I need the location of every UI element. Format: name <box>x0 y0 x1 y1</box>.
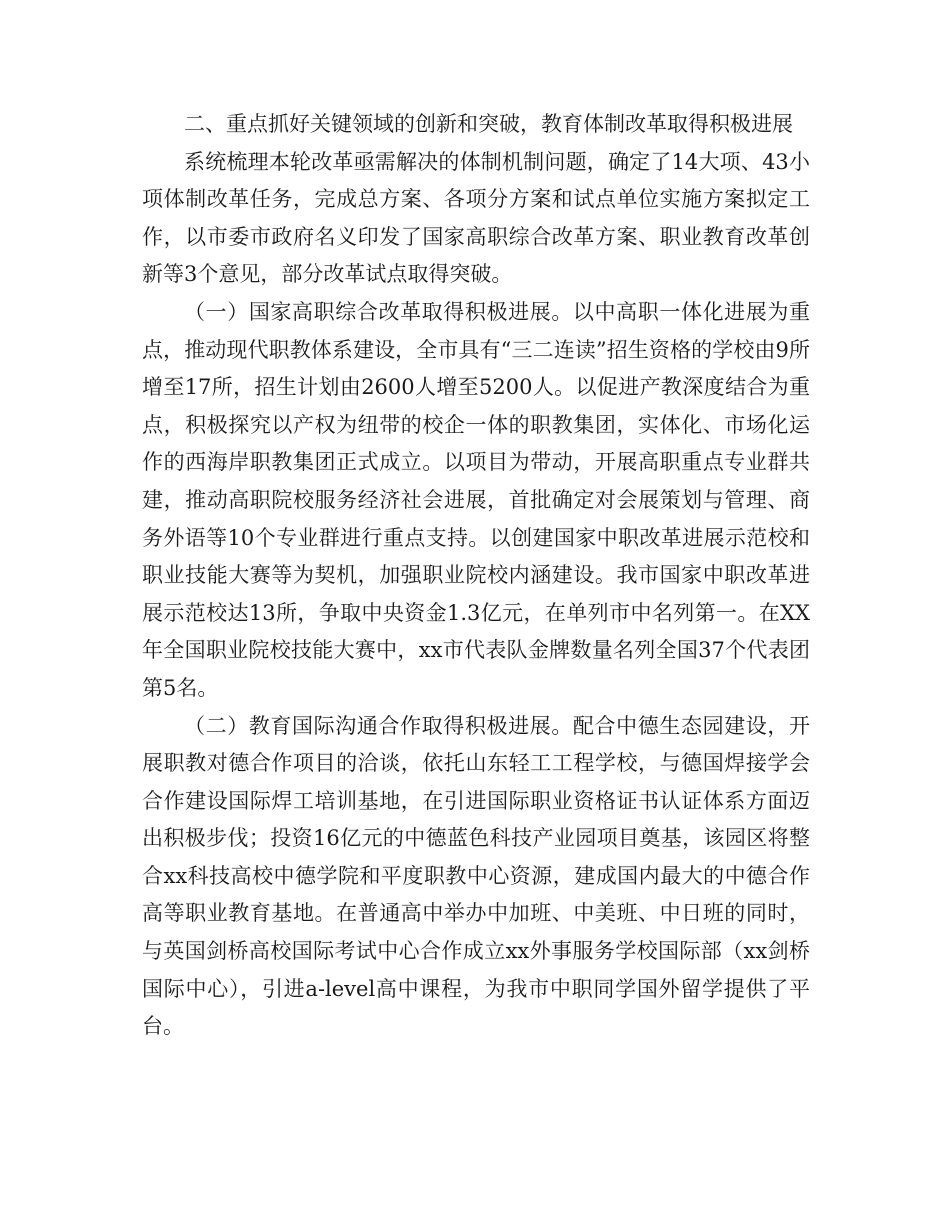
document-body <box>142 106 810 1046</box>
paragraph-intro: 系统梳理本轮改革亟需解决的体制机制问题，确定了14大项、43小项体制改革任务，完成总方案、各项分方案和试点单位实施方案拟定工作，以市委市政府名义印发了国家高职综合改革方案、职业教育改革创新等3个意见，部分改革试点取得突破。 <box>142 149 810 287</box>
paragraph-international-cooperation: （二）教育国际沟通合作取得积极进展。配合中德生态园建设，开展职教对德合作项目的洽谈，依托山东轻工工程学校，与德国焊接学会合作建设国际焊工培训基地，在引进国际职业资格证书认证体系方面迈出积极步伐；投资16亿元的中德蓝色科技产业园项目奠基，该园区将整合xx科技高校中德学院和平度职教中心资源，建成国内最大的中德合作高等职业教育基地。在普通高中举办中加班、中美班、中日班的同时，与英国剑桥高校国际考试中心合作成立xx外事服务学校国际部（xx剑桥国际中心），引进a-level高中课程，为我市中职同学国外留学提供了平台。 <box>142 713 810 1039</box>
paragraph-vocational-reform: （一）国家高职综合改革取得积极进展。以中高职一体化进展为重点，推动现代职教体系建设，全市具有“三二连读”招生资格的学校由9所增至17所，招生计划由2600人增至5200人。以促进产教深度结合为重点，积极探究以产权为纽带的校企一体的职教集团，实体化、市场化运作的西海岸职教集团正式成立。以项目为带动，开展高职重点专业群共建，推动高职院校服务经济社会进展，首批确定对会展策划与管理、商务外语等10个专业群进行重点支持。以创建国家中职改革进展示范校和职业技能大赛等为契机，加强职业院校内涵建设。我市国家中职改革进展示范校达13所，争取中央资金1.3亿元，在单列市中名列第一。在XX年全国职业院校技能大赛中，xx市代表队金牌数量名列全国37个代表团第5名。 <box>142 299 810 700</box>
section-heading: 二、重点抓好关键领域的创新和突破，教育体制改革取得积极进展 <box>184 112 793 136</box>
